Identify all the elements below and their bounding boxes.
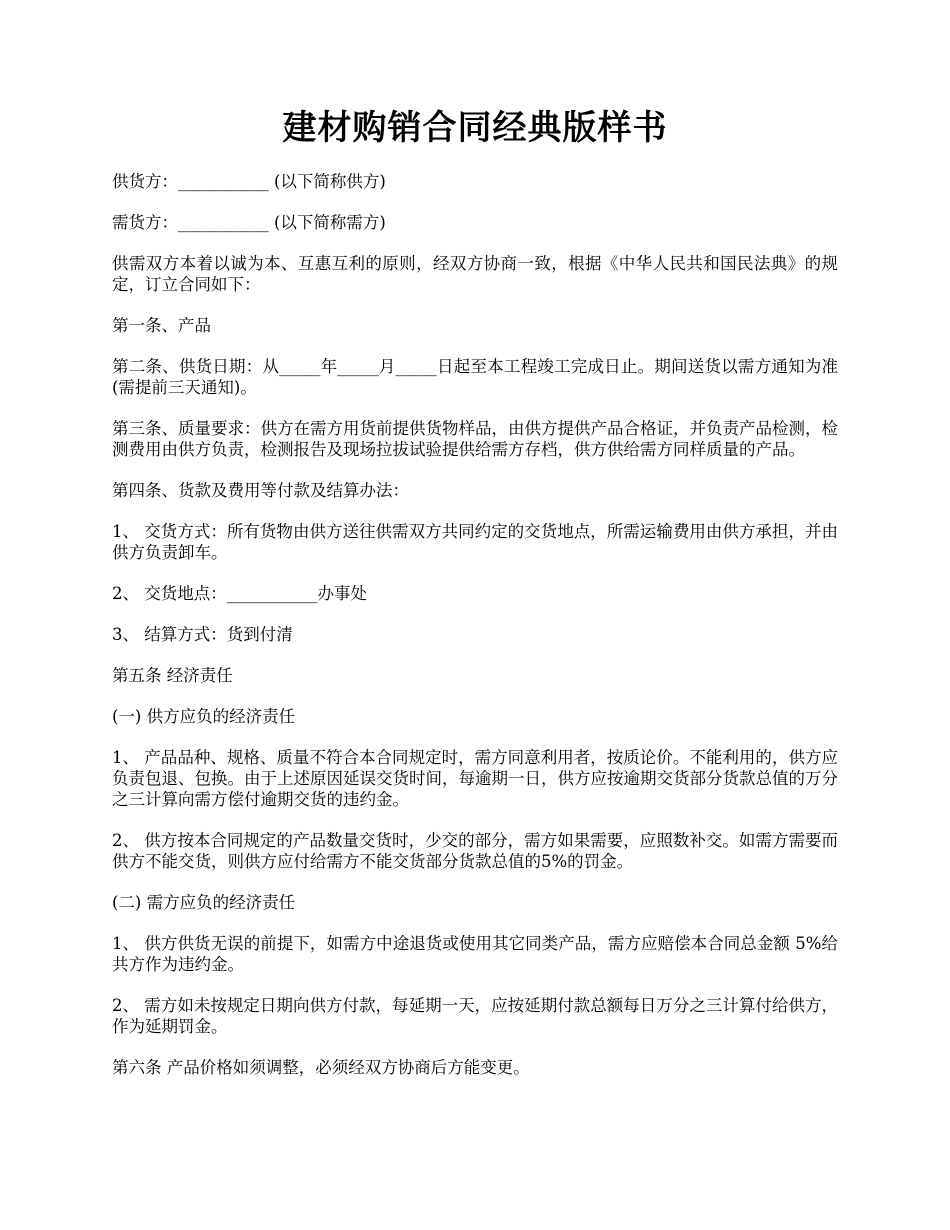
article-3-quality: 第三条、质量要求：供方在需方用货前提供货物样品，由供方提供产品合格证，并负责产品检测，检测费用由供方负责，检测报告及现场拉拔试验提供给需方存档，供方供给需方同样质量的产品。 <box>112 418 838 459</box>
preamble: 供需双方本着以诚为本、互惠互利的原则，经双方协商一致，根据《中华人民共和国民法典》的规定，订立合同如下： <box>112 253 838 294</box>
document-title: 建材购销合同经典版样书 <box>282 108 668 148</box>
supplier-liability-heading: (一) 供方应负的经济责任 <box>112 706 296 726</box>
article-4-item-2: 2、 交货地点：___________办事处 <box>112 583 367 603</box>
buyer-line: 需货方：___________ (以下简称需方) <box>112 212 386 232</box>
article-4-item-3: 3、 结算方式：货到付清 <box>112 624 293 644</box>
buyer-liability-heading: (二) 需方应负的经济责任 <box>112 892 296 912</box>
article-5-heading: 第五条 经济责任 <box>112 665 233 685</box>
buyer-liability-item-1: 1、 供方供货无误的前提下，如需方中途退货或使用其它同类产品，需方应赔偿本合同总金额 5%给共方作为违约金。 <box>112 933 838 974</box>
buyer-liability-item-2: 2、 需方如未按规定日期向供方付款，每延期一天，应按延期付款总额每日万分之三计算付给供方，作为延期罚金。 <box>112 995 838 1036</box>
supplier-line: 供货方：___________ (以下简称供方) <box>112 171 386 191</box>
article-4-heading: 第四条、货款及费用等付款及结算办法： <box>112 480 409 500</box>
article-2-delivery-date: 第二条、供货日期：从_____年_____月_____日起至本工程竣工完成日止。期间送货以需方通知为准(需提前三天通知)。 <box>112 356 838 397</box>
supplier-liability-item-2: 2、 供方按本合同规定的产品数量交货时，少交的部分，需方如果需要，应照数补交。如需方需要而供方不能交货，则供方应付给需方不能交货部分货款总值的5%的罚金。 <box>112 830 838 871</box>
article-4-item-1: 1、 交货方式：所有货物由供方送往供需双方共同约定的交货地点，所需运输费用由供方承担，并由供方负责卸车。 <box>112 521 838 562</box>
article-6: 第六条 产品价格如须调整，必须经双方协商后方能变更。 <box>112 1057 530 1077</box>
article-1-heading: 第一条、产品 <box>112 315 211 335</box>
supplier-liability-item-1: 1、 产品品种、规格、质量不符合本合同规定时，需方同意利用者，按质论价。不能利用的，供方应负责包退、包换。由于上述原因延误交货时间，每逾期一日，供方应按逾期交货部分货款总值的万分之三计算向需方偿付逾期交货的违约金。 <box>112 747 838 809</box>
